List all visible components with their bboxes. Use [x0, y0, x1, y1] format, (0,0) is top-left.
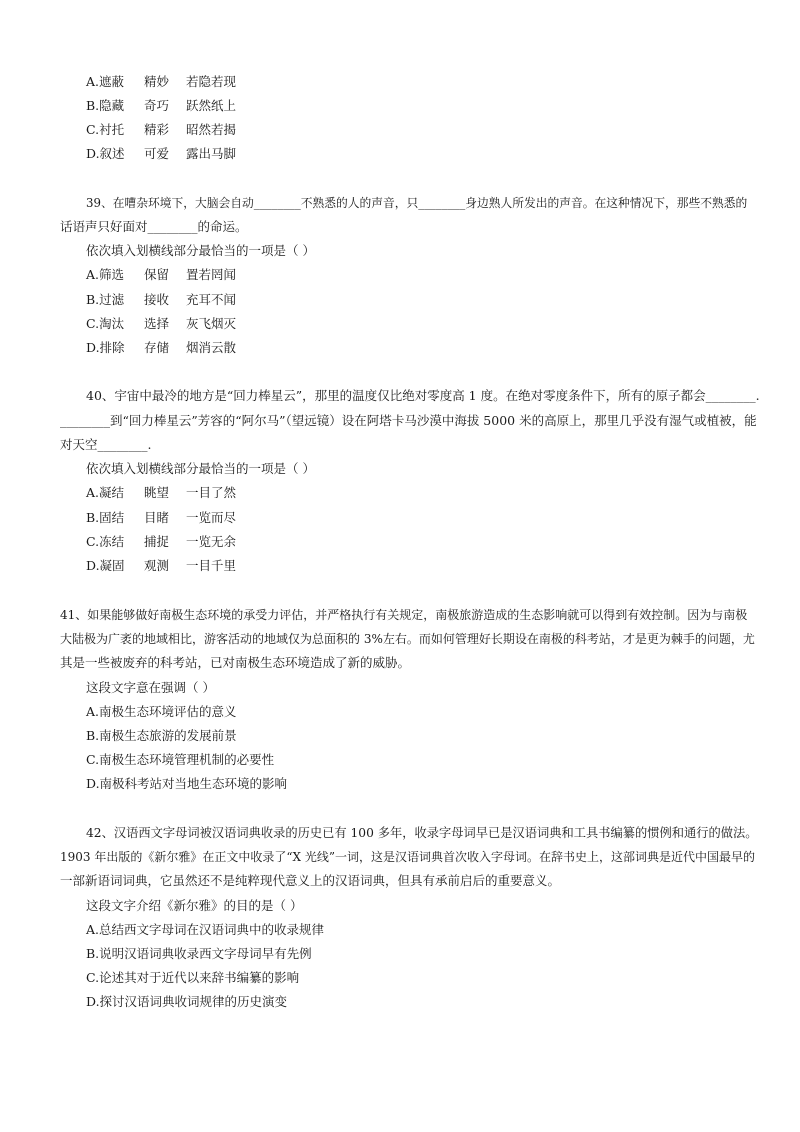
q40-stem-line3: 对天空________. [60, 437, 152, 452]
q38-option-c: C.衬托 精彩 昭然若揭 [86, 122, 237, 137]
q39-option-a: A.筛选 保留 置若罔闻 [86, 267, 237, 282]
q42-prompt: 这段文字介绍《新尔雅》的目的是（ ） [86, 898, 303, 913]
q42-option-b: B.说明汉语词典收录西文字母词早有先例 [86, 946, 312, 961]
q38-option-a: A.遮蔽 精妙 若隐若现 [86, 74, 237, 89]
q39-option-b: B.过滤 接收 充耳不闻 [86, 292, 237, 307]
q40-option-b: B.固结 目睹 一览而尽 [86, 510, 237, 525]
q40-stem-line2: ________到“回力棒星云”芳容的“阿尔马”（望远镜）设在阿塔卡马沙漠中海拔 5000 米的高原上，那里几乎没有湿气或植被，能 [60, 413, 757, 428]
q38-option-b: B.隐藏 奇巧 跃然纸上 [86, 98, 237, 113]
q39-option-c: C.淘汰 选择 灰飞烟灭 [86, 316, 237, 331]
q39-stem-line2: 话语声只好面对________的命运。 [60, 219, 248, 234]
q42-option-d: D.探讨汉语词典收词规律的历史演变 [86, 994, 288, 1009]
q41-option-d: D.南极科考站对当地生态环境的影响 [86, 776, 288, 791]
q39-option-d: D.排除 存储 烟消云散 [86, 340, 237, 355]
q40-stem-line1: 40、宇宙中最冷的地方是“回力棒星云”，那里的温度仅比绝对零度高 1 度。在绝对零度条件下，所有的原子都会________. [86, 388, 760, 403]
q41-prompt: 这段文字意在强调（ ） [86, 680, 215, 695]
q42-stem-line1: 42、汉语西文字母词被汉语词典收录的历史已有 100 多年，收录字母词早已是汉语词典和工具书编纂的惯例和通行的做法。 [86, 826, 758, 840]
q41-option-c: C.南极生态环境管理机制的必要性 [86, 752, 275, 767]
q38-option-d: D.叙述 可爱 露出马脚 [86, 146, 237, 161]
q41-option-a: A.南极生态环境评估的意义 [86, 704, 237, 719]
q40-prompt: 依次填入划横线部分最恰当的一项是（ ） [86, 461, 315, 476]
q40-option-d: D.凝固 观测 一目千里 [86, 558, 237, 573]
q42-option-c: C.论述其对于近代以来辞书编纂的影响 [86, 970, 300, 985]
q41-stem-line2: 大陆极为广袤的地域相比，游客活动的地域仅为总面积的 3%左右。而如何管理好长期设在南极的科考站，才是更为棘手的问题，尤 [60, 632, 755, 646]
q39-prompt: 依次填入划横线部分最恰当的一项是（ ） [86, 243, 315, 258]
q40-option-a: A.凝结 眺望 一目了然 [86, 485, 237, 500]
q40-option-c: C.冻结 捕捉 一览无余 [86, 534, 237, 549]
q41-stem-line1: 41、如果能够做好南极生态环境的承受力评估，并严格执行有关规定，南极旅游造成的生态影响就可以得到有效控制。因为与南极 [60, 608, 748, 622]
q42-stem-line2: 1903 年出版的《新尔雅》在正文中收录了“X 光线”一词，这是汉语词典首次收入字母词。在辞书史上，这部词典是近代中国最早的 [60, 850, 755, 864]
q41-option-b: B.南极生态旅游的发展前景 [86, 728, 237, 743]
q42-stem-line3: 一部新语词词典，它虽然还不是纯粹现代意义上的汉语词典，但具有承前启后的重要意义。 [60, 873, 561, 888]
q39-stem-line1: 39、在嘈杂环境下，大脑会自动________不熟悉的人的声音，只________身边熟人所发出的声音。在这种情况下，那些不熟悉的 [86, 196, 748, 210]
q41-stem-line3: 其是一些被废弃的科考站，已对南极生态环境造成了新的威胁。 [60, 655, 411, 670]
q42-option-a: A.总结西文字母词在汉语词典中的收录规律 [86, 922, 325, 937]
